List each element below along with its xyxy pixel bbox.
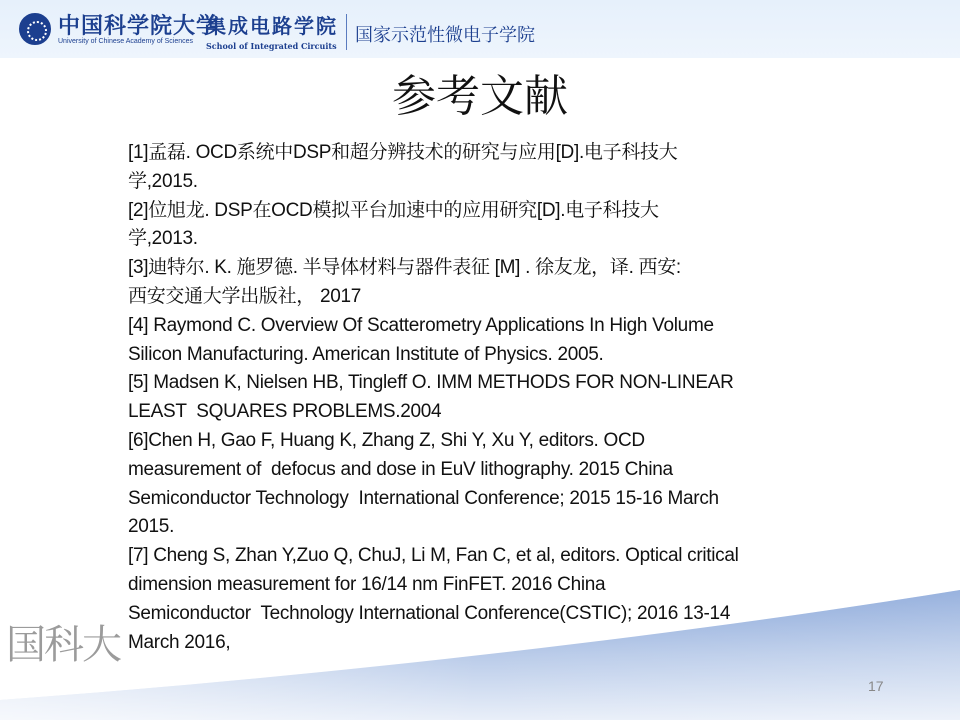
reference-list [128,139,868,657]
page-number: 17 [868,678,884,694]
reference-line: dimension measurement for 16/14 nm FinFET. 2016 China [128,573,606,595]
reference-line: [3]迪特尔. K. 施罗德. 半导体材料与器件表征 [M] . 徐友龙，译. 西安: [128,257,681,279]
ucas-name-en: University of Chinese Academy of Sciences [58,38,194,45]
slide-title: 参考文献 [392,72,568,121]
slide-header [0,0,960,58]
ucas-name-cn: 中国科学院大学 [58,13,220,39]
school-name-en: School of Integrated Circuits [206,41,337,51]
reference-line: [7] Cheng S, Zhan Y,Zuo Q, ChuJ, Li M, Fan C, et al, editors. Optical critical [128,545,739,567]
reference-line: LEAST SQUARES PROBLEMS.2004 [128,401,442,423]
reference-line: measurement of defocus and dose in EuV lithography. 2015 China [128,458,673,480]
reference-line: 学,2013. [128,228,198,250]
reference-line: March 2016, [128,631,231,653]
national-school-label: 国家示范性微电子学院 [355,25,535,45]
reference-line: Semiconductor Technology International Conference(CSTIC); 2016 13-14 [128,602,731,624]
reference-line: [4] Raymond C. Overview Of Scatterometry Applications In High Volume [128,314,714,336]
reference-line: 2015. [128,516,175,538]
reference-line: 学,2015. [128,170,198,192]
reference-line: [2]位旭龙. DSP在OCD模拟平台加速中的应用研究[D].电子科技大 [128,199,659,221]
reference-line: 西安交通大学出版社， 2017 [128,285,362,307]
reference-line: [1]孟磊. OCD系统中DSP和超分辨技术的研究与应用[D].电子科技大 [128,142,678,163]
reference-line: [6]Chen H, Gao F, Huang K, Zhang Z, Shi Y, Xu Y, editors. OCD [128,429,645,451]
ucas-seal-logo [19,13,51,45]
reference-line: Semiconductor Technology International Conference; 2015 15-16 March [128,487,719,509]
reference-line: [5] Madsen K, Nielsen HB, Tingleff O. IMM METHODS FOR NON-LINEAR [128,372,734,394]
header-divider [346,14,347,50]
school-name-cn: 集成电路学院 [206,16,338,38]
reference-line: Silicon Manufacturing. American Institute of Physics. 2005. [128,343,604,365]
ucas-calligraphy-logo: 国科大 [6,622,120,668]
